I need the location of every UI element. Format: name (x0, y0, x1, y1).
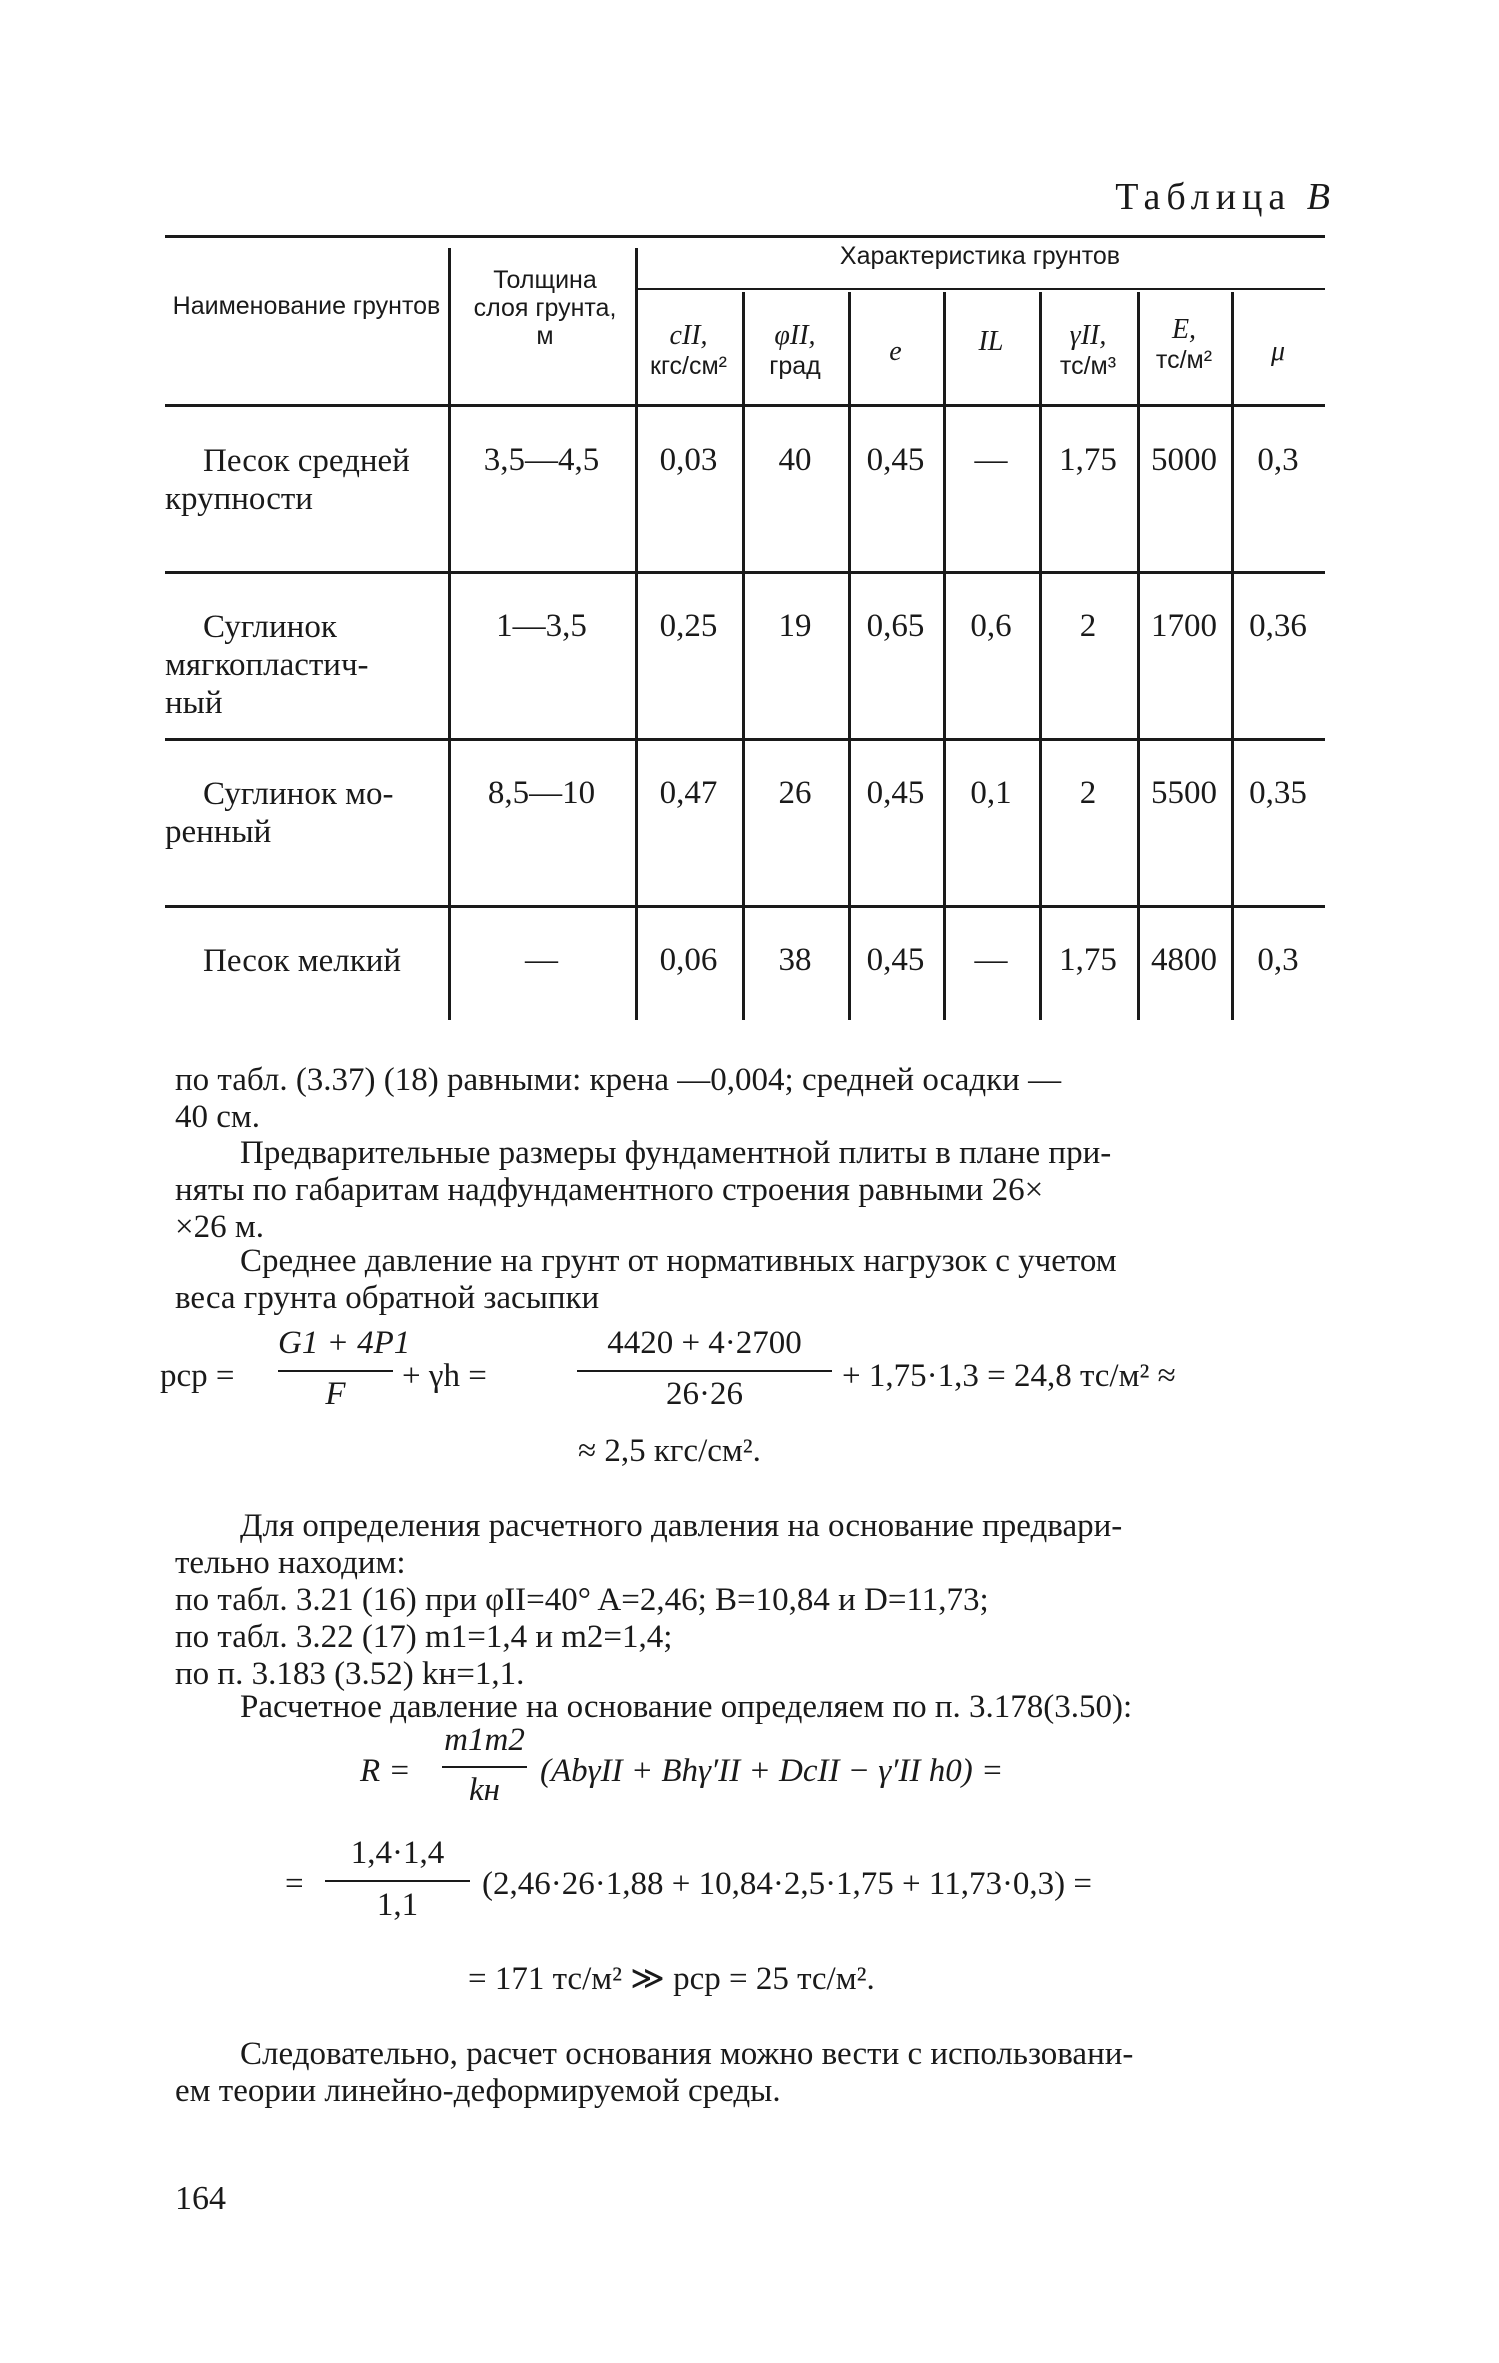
text-line: няты по габаритам надфундаментного строения равными 26× (175, 1172, 1044, 1208)
table-row (165, 442, 435, 518)
cell-thickness: — (525, 942, 558, 978)
formula-text: (AbγII + Bhγ′II + DcII − γ′II h0) = (540, 1753, 1004, 1789)
header-group: Характеристика грунтов (839, 242, 1121, 270)
soil-name-line: Песок мелкий (203, 943, 402, 979)
soil-name-line: ный (165, 685, 223, 721)
soil-table (165, 230, 1325, 1020)
header-mu: μ (1270, 336, 1286, 367)
cell-e: 0,65 (866, 608, 925, 644)
text-line: тельно находим: (175, 1545, 406, 1581)
paragraph (175, 1135, 1325, 1246)
table-caption-label: Таблица (1115, 176, 1292, 218)
header-il: IL (978, 326, 1004, 357)
cell-mu: 0,3 (1257, 442, 1299, 478)
formula-numerator: G1 + 4P1 (278, 1325, 411, 1361)
header-thickness: Толщина слоя грунта, м (473, 266, 617, 350)
formula-text: (2,46·26·1,88 + 10,84·2,5·1,75 + 11,73·0,3) = (482, 1866, 1093, 1902)
text-line: Следовательно, расчет основания можно вести с использовани- (240, 2036, 1134, 2072)
formula-text: + 1,75·1,3 = 24,8 тс/м² ≈ (842, 1358, 1176, 1394)
cell-E: 4800 (1151, 942, 1217, 978)
page-number: 164 (175, 2180, 226, 2217)
cell-il: — (974, 942, 1008, 978)
header-soil-name: Наименование грунтов (172, 292, 441, 320)
column-rule (1137, 292, 1140, 1020)
cell-mu: 0,3 (1257, 942, 1299, 978)
soil-name-line: крупности (165, 481, 313, 517)
cell-c: 0,06 (659, 942, 718, 978)
column-rule (848, 292, 851, 1020)
cell-phi: 26 (778, 775, 812, 811)
paragraph (175, 1689, 1325, 1726)
soil-name-line: мягкопластич- (165, 647, 369, 683)
cell-gamma: 2 (1079, 608, 1097, 644)
fraction-bar (442, 1766, 527, 1768)
text-line: Предварительные размеры фундаментной плиты в плане при- (240, 1135, 1112, 1171)
row-rule (165, 571, 1325, 574)
text-line: ×26 м. (175, 1209, 264, 1245)
table-top-rule (165, 235, 1325, 238)
cell-il: 0,1 (970, 775, 1012, 811)
table-row (165, 942, 435, 980)
paragraph (175, 1508, 1325, 1693)
text-line: веса грунта обратной засыпки (175, 1280, 600, 1316)
text-line: ем теории линейно-деформируемой среды. (175, 2073, 781, 2109)
cell-gamma: 1,75 (1059, 942, 1117, 978)
text-line: по п. 3.183 (3.52) kн=1,1. (175, 1656, 525, 1692)
cell-c: 0,03 (659, 442, 718, 478)
cell-gamma: 1,75 (1059, 442, 1117, 478)
cell-thickness: 3,5—4,5 (483, 442, 600, 478)
cell-mu: 0,35 (1249, 775, 1307, 811)
cell-phi: 38 (778, 942, 812, 978)
cell-gamma: 2 (1079, 775, 1097, 811)
text-line: Среднее давление на грунт от нормативных нагрузок с учетом (240, 1243, 1117, 1279)
cell-thickness: 1—3,5 (496, 608, 587, 644)
soil-name-line: ренный (165, 814, 272, 850)
text-line: 40 см. (175, 1099, 261, 1135)
soil-name-line: Суглинок (203, 609, 337, 645)
cell-phi: 40 (778, 442, 812, 478)
table-row (165, 608, 435, 722)
formula-text: = 171 тс/м² ≫ pср = 25 тс/м². (468, 1961, 875, 1997)
cell-il: — (974, 442, 1008, 478)
formula-denominator: F (325, 1376, 346, 1412)
column-rule (742, 292, 745, 1020)
header-phi: φII, град (769, 320, 821, 380)
paragraph (175, 1062, 1325, 1136)
cell-e: 0,45 (866, 442, 925, 478)
table-row (165, 775, 435, 851)
header-e: e (889, 336, 902, 367)
table-caption-letter: В (1306, 176, 1330, 218)
formula-numerator: 4420 + 4·2700 (607, 1325, 802, 1361)
formula-text: ≈ 2,5 кгс/см². (578, 1433, 761, 1469)
cell-phi: 19 (778, 608, 812, 644)
cell-E: 5500 (1151, 775, 1217, 811)
header-c: cII, кгс/см² (650, 320, 727, 380)
header-bottom-rule (165, 404, 1325, 407)
column-rule (943, 292, 946, 1020)
soil-name-line: Песок средней (203, 443, 410, 479)
cell-E: 5000 (1151, 442, 1217, 478)
paragraph (175, 1243, 1325, 1317)
fraction-bar (577, 1370, 832, 1372)
cell-c: 0,25 (659, 608, 718, 644)
group-header-rule (635, 288, 1325, 290)
formula-denominator: 1,1 (376, 1887, 419, 1923)
text-line: по табл. (3.37) (18) равными: крена —0,004; средней осадки — (175, 1062, 1062, 1098)
cell-e: 0,45 (866, 775, 925, 811)
text-line: Расчетное давление на основание определяем по п. 3.178(3.50): (240, 1689, 1133, 1725)
formula-numerator: m1m2 (444, 1722, 525, 1758)
text-line: по табл. 3.22 (17) m1=1,4 и m2=1,4; (175, 1619, 673, 1655)
paragraph (175, 2036, 1325, 2110)
formula-text: R = (360, 1753, 411, 1789)
formula-text: + γh = (402, 1358, 487, 1394)
soil-name-line: Суглинок мо- (203, 776, 394, 812)
cell-c: 0,47 (659, 775, 718, 811)
row-rule (165, 905, 1325, 908)
cell-il: 0,6 (970, 608, 1012, 644)
cell-mu: 0,36 (1249, 608, 1307, 644)
formula-numerator: 1,4·1,4 (350, 1835, 445, 1871)
cell-thickness: 8,5—10 (487, 775, 596, 811)
cell-E: 1700 (1151, 608, 1217, 644)
column-rule (1039, 292, 1042, 1020)
table-caption (1050, 175, 1330, 219)
fraction-bar (325, 1880, 470, 1882)
cell-e: 0,45 (866, 942, 925, 978)
fraction-bar (278, 1370, 393, 1372)
column-rule (1231, 292, 1234, 1020)
formula-text: pср = (160, 1358, 235, 1394)
text-line: по табл. 3.21 (16) при φII=40° A=2,46; B=10,84 и D=11,73; (175, 1582, 989, 1618)
text-line: Для определения расчетного давления на основание предвари- (240, 1508, 1123, 1544)
row-rule (165, 738, 1325, 741)
header-E: E, тс/м² (1155, 314, 1213, 374)
formula-text: = (285, 1866, 304, 1902)
header-gamma: γII, тс/м³ (1059, 320, 1117, 380)
formula-denominator: kн (468, 1772, 501, 1808)
formula-denominator: 26·26 (666, 1376, 743, 1412)
